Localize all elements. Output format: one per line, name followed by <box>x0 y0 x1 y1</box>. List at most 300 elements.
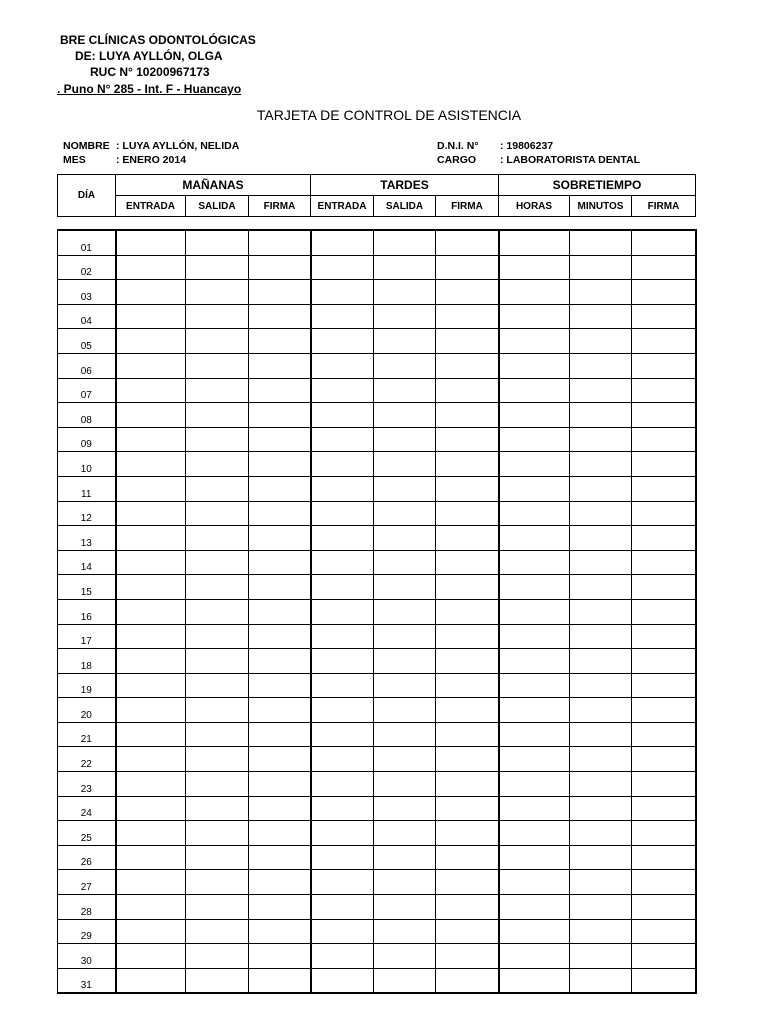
cell-tarde-entrada <box>311 575 374 600</box>
cell-sobretiempo-horas <box>499 772 570 797</box>
cell-sobretiempo-minutos <box>570 845 632 870</box>
cell-manana-salida <box>186 304 249 329</box>
cell-tarde-entrada <box>311 501 374 526</box>
owner-name: DE: LUYA AYLLÓN, OLGA <box>75 49 223 63</box>
table-row <box>58 845 696 870</box>
cell-manana-firma <box>249 304 311 329</box>
company-name: BRE CLÍNICAS ODONTOLÓGICAS <box>60 33 256 47</box>
cell-tarde-entrada <box>311 427 374 452</box>
cell-manana-firma <box>249 747 311 772</box>
cell-manana-firma <box>249 255 311 280</box>
cell-manana-salida <box>186 796 249 821</box>
cell-manana-entrada <box>116 919 186 944</box>
cell-manana-salida <box>186 624 249 649</box>
cell-sobretiempo-horas <box>499 575 570 600</box>
subheader-tarde-entrada: ENTRADA <box>311 196 374 217</box>
cell-tarde-firma <box>436 968 499 993</box>
cell-sobretiempo-firma <box>632 255 696 280</box>
cell-manana-entrada <box>116 870 186 895</box>
cell-tarde-firma <box>436 870 499 895</box>
cell-tarde-entrada <box>311 796 374 821</box>
day-number: 17 <box>58 624 116 649</box>
table-row <box>58 427 696 452</box>
day-number: 30 <box>58 944 116 969</box>
cell-tarde-salida <box>374 747 436 772</box>
cell-manana-salida <box>186 452 249 477</box>
cell-sobretiempo-firma <box>632 304 696 329</box>
cell-tarde-salida <box>374 378 436 403</box>
cell-manana-salida <box>186 280 249 305</box>
cell-sobretiempo-firma <box>632 895 696 920</box>
cell-tarde-entrada <box>311 870 374 895</box>
cell-sobretiempo-minutos <box>570 452 632 477</box>
table-row <box>58 476 696 501</box>
table-row <box>58 944 696 969</box>
day-number: 27 <box>58 870 116 895</box>
cell-manana-firma <box>249 353 311 378</box>
cell-manana-entrada <box>116 353 186 378</box>
table-row <box>58 378 696 403</box>
table-row <box>58 526 696 551</box>
cell-sobretiempo-firma <box>632 747 696 772</box>
day-number: 25 <box>58 821 116 846</box>
cell-tarde-salida <box>374 550 436 575</box>
cell-sobretiempo-firma <box>632 821 696 846</box>
cell-tarde-firma <box>436 599 499 624</box>
cell-sobretiempo-firma <box>632 353 696 378</box>
cell-manana-entrada <box>116 452 186 477</box>
cell-sobretiempo-firma <box>632 403 696 428</box>
cell-tarde-firma <box>436 944 499 969</box>
cell-manana-salida <box>186 476 249 501</box>
cargo-value: : LABORATORISTA DENTAL <box>500 154 640 166</box>
cell-sobretiempo-minutos <box>570 255 632 280</box>
cell-sobretiempo-firma <box>632 772 696 797</box>
cell-sobretiempo-firma <box>632 427 696 452</box>
day-number: 24 <box>58 796 116 821</box>
cell-sobretiempo-horas <box>499 747 570 772</box>
company-address: . Puno N° 285 - Int. F - Huancayo <box>57 82 242 96</box>
cell-sobretiempo-firma <box>632 919 696 944</box>
cell-sobretiempo-firma <box>632 329 696 354</box>
day-number: 29 <box>58 919 116 944</box>
table-row <box>58 821 696 846</box>
attendance-table-body <box>57 229 697 994</box>
cell-manana-entrada <box>116 772 186 797</box>
table-row <box>58 722 696 747</box>
cell-sobretiempo-horas <box>499 919 570 944</box>
cell-tarde-firma <box>436 722 499 747</box>
cell-sobretiempo-horas <box>499 353 570 378</box>
cell-tarde-firma <box>436 747 499 772</box>
cell-sobretiempo-minutos <box>570 624 632 649</box>
cell-manana-salida <box>186 501 249 526</box>
cell-tarde-entrada <box>311 944 374 969</box>
cell-tarde-firma <box>436 575 499 600</box>
cell-sobretiempo-firma <box>632 452 696 477</box>
cell-manana-firma <box>249 476 311 501</box>
cell-sobretiempo-firma <box>632 722 696 747</box>
table-row <box>58 624 696 649</box>
cell-manana-entrada <box>116 329 186 354</box>
subheader-tarde-firma: FIRMA <box>436 196 499 217</box>
cell-sobretiempo-minutos <box>570 673 632 698</box>
cell-sobretiempo-horas <box>499 944 570 969</box>
table-row <box>58 673 696 698</box>
cell-sobretiempo-minutos <box>570 403 632 428</box>
table-row <box>58 870 696 895</box>
cell-tarde-salida <box>374 427 436 452</box>
cell-manana-firma <box>249 722 311 747</box>
cell-sobretiempo-firma <box>632 526 696 551</box>
cell-tarde-entrada <box>311 550 374 575</box>
cell-sobretiempo-horas <box>499 501 570 526</box>
cell-tarde-firma <box>436 895 499 920</box>
cell-manana-salida <box>186 230 249 255</box>
group-header-mananas: MAÑANAS <box>116 175 311 196</box>
cell-manana-firma <box>249 919 311 944</box>
document-title: TARJETA DE CONTROL DE ASISTENCIA <box>256 107 522 123</box>
table-row <box>58 550 696 575</box>
cell-sobretiempo-minutos <box>570 353 632 378</box>
group-header-sobretiempo: SOBRETIEMPO <box>499 175 696 196</box>
cell-tarde-salida <box>374 919 436 944</box>
subheader-sobretiempo-firma: FIRMA <box>632 196 696 217</box>
subheader-manana-firma: FIRMA <box>249 196 311 217</box>
subheader-tarde-salida: SALIDA <box>374 196 436 217</box>
cell-sobretiempo-minutos <box>570 526 632 551</box>
cell-manana-entrada <box>116 722 186 747</box>
cell-tarde-entrada <box>311 230 374 255</box>
cell-tarde-salida <box>374 403 436 428</box>
cell-tarde-salida <box>374 526 436 551</box>
cell-manana-firma <box>249 968 311 993</box>
cell-tarde-firma <box>436 280 499 305</box>
cell-tarde-salida <box>374 870 436 895</box>
cell-tarde-firma <box>436 772 499 797</box>
cell-sobretiempo-minutos <box>570 329 632 354</box>
cell-sobretiempo-horas <box>499 550 570 575</box>
cell-tarde-entrada <box>311 255 374 280</box>
cell-sobretiempo-horas <box>499 722 570 747</box>
cell-manana-entrada <box>116 427 186 452</box>
mes-value: : ENERO 2014 <box>116 154 187 166</box>
cell-manana-salida <box>186 353 249 378</box>
cell-tarde-firma <box>436 673 499 698</box>
cell-manana-entrada <box>116 895 186 920</box>
day-number: 16 <box>58 599 116 624</box>
cell-sobretiempo-horas <box>499 649 570 674</box>
mes-label: MES <box>63 154 86 166</box>
cell-sobretiempo-minutos <box>570 501 632 526</box>
cell-tarde-entrada <box>311 624 374 649</box>
dia-header: DÍA <box>58 175 116 217</box>
cell-manana-salida <box>186 673 249 698</box>
cell-tarde-salida <box>374 673 436 698</box>
cell-manana-entrada <box>116 378 186 403</box>
cell-manana-salida <box>186 895 249 920</box>
cell-tarde-salida <box>374 698 436 723</box>
cell-sobretiempo-minutos <box>570 870 632 895</box>
cell-manana-salida <box>186 575 249 600</box>
cell-sobretiempo-minutos <box>570 722 632 747</box>
cell-tarde-salida <box>374 772 436 797</box>
day-number: 13 <box>58 526 116 551</box>
cell-tarde-entrada <box>311 895 374 920</box>
cell-tarde-firma <box>436 526 499 551</box>
cell-manana-firma <box>249 698 311 723</box>
cell-manana-salida <box>186 427 249 452</box>
cell-tarde-salida <box>374 845 436 870</box>
nombre-value: : LUYA AYLLÓN, NELIDA <box>116 140 240 152</box>
cell-tarde-entrada <box>311 476 374 501</box>
cell-tarde-firma <box>436 255 499 280</box>
cell-sobretiempo-horas <box>499 796 570 821</box>
cell-manana-entrada <box>116 550 186 575</box>
cell-sobretiempo-horas <box>499 403 570 428</box>
cell-manana-firma <box>249 550 311 575</box>
cell-tarde-entrada <box>311 722 374 747</box>
cell-manana-salida <box>186 919 249 944</box>
subheader-minutos: MINUTOS <box>570 196 632 217</box>
cell-sobretiempo-minutos <box>570 649 632 674</box>
cell-manana-firma <box>249 501 311 526</box>
cell-manana-entrada <box>116 230 186 255</box>
cell-sobretiempo-horas <box>499 255 570 280</box>
day-number: 02 <box>58 255 116 280</box>
group-header-tardes: TARDES <box>311 175 499 196</box>
day-number: 04 <box>58 304 116 329</box>
cell-manana-salida <box>186 698 249 723</box>
cell-sobretiempo-horas <box>499 895 570 920</box>
day-number: 23 <box>58 772 116 797</box>
cell-manana-firma <box>249 845 311 870</box>
cell-tarde-salida <box>374 304 436 329</box>
cell-tarde-salida <box>374 353 436 378</box>
cell-tarde-entrada <box>311 698 374 723</box>
cell-manana-salida <box>186 747 249 772</box>
cell-manana-firma <box>249 526 311 551</box>
cell-manana-firma <box>249 329 311 354</box>
cell-manana-entrada <box>116 624 186 649</box>
day-number: 10 <box>58 452 116 477</box>
cell-manana-entrada <box>116 673 186 698</box>
cell-sobretiempo-minutos <box>570 476 632 501</box>
cell-tarde-entrada <box>311 919 374 944</box>
table-row <box>58 772 696 797</box>
day-number: 28 <box>58 895 116 920</box>
cell-tarde-salida <box>374 599 436 624</box>
cell-manana-salida <box>186 403 249 428</box>
cell-tarde-entrada <box>311 378 374 403</box>
cell-tarde-firma <box>436 845 499 870</box>
cell-manana-salida <box>186 550 249 575</box>
cell-tarde-entrada <box>311 649 374 674</box>
table-row <box>58 649 696 674</box>
table-row <box>58 255 696 280</box>
cell-manana-entrada <box>116 280 186 305</box>
cell-tarde-salida <box>374 624 436 649</box>
cell-sobretiempo-horas <box>499 968 570 993</box>
cell-manana-salida <box>186 968 249 993</box>
cell-sobretiempo-firma <box>632 476 696 501</box>
day-number: 18 <box>58 649 116 674</box>
day-number: 01 <box>58 230 116 255</box>
cell-tarde-entrada <box>311 599 374 624</box>
table-row <box>58 353 696 378</box>
cell-tarde-firma <box>436 403 499 428</box>
cell-manana-entrada <box>116 968 186 993</box>
cell-tarde-firma <box>436 796 499 821</box>
cell-sobretiempo-horas <box>499 624 570 649</box>
table-row <box>58 895 696 920</box>
cell-tarde-salida <box>374 255 436 280</box>
table-row <box>58 280 696 305</box>
day-number: 31 <box>58 968 116 993</box>
cell-tarde-firma <box>436 821 499 846</box>
cell-tarde-salida <box>374 452 436 477</box>
cell-sobretiempo-horas <box>499 329 570 354</box>
cell-manana-firma <box>249 403 311 428</box>
cell-sobretiempo-firma <box>632 378 696 403</box>
cell-manana-firma <box>249 821 311 846</box>
cell-tarde-entrada <box>311 845 374 870</box>
cell-tarde-firma <box>436 501 499 526</box>
cell-manana-entrada <box>116 821 186 846</box>
cell-manana-firma <box>249 944 311 969</box>
cell-sobretiempo-firma <box>632 550 696 575</box>
cell-manana-salida <box>186 255 249 280</box>
cell-tarde-salida <box>374 575 436 600</box>
cell-sobretiempo-horas <box>499 378 570 403</box>
cell-tarde-firma <box>436 329 499 354</box>
cell-tarde-firma <box>436 427 499 452</box>
cell-manana-firma <box>249 280 311 305</box>
cell-manana-entrada <box>116 649 186 674</box>
cell-tarde-salida <box>374 944 436 969</box>
dni-label: D.N.I. N° <box>437 140 479 152</box>
cell-tarde-salida <box>374 821 436 846</box>
cell-sobretiempo-firma <box>632 968 696 993</box>
cell-tarde-entrada <box>311 329 374 354</box>
cell-tarde-entrada <box>311 353 374 378</box>
cell-manana-entrada <box>116 403 186 428</box>
cell-sobretiempo-horas <box>499 698 570 723</box>
cell-tarde-entrada <box>311 280 374 305</box>
day-number: 09 <box>58 427 116 452</box>
cell-tarde-salida <box>374 796 436 821</box>
cell-manana-entrada <box>116 501 186 526</box>
cell-sobretiempo-minutos <box>570 968 632 993</box>
day-number: 22 <box>58 747 116 772</box>
cell-manana-salida <box>186 772 249 797</box>
cell-manana-entrada <box>116 476 186 501</box>
cell-sobretiempo-horas <box>499 476 570 501</box>
table-row <box>58 329 696 354</box>
cell-tarde-entrada <box>311 772 374 797</box>
cell-sobretiempo-minutos <box>570 230 632 255</box>
cell-sobretiempo-horas <box>499 599 570 624</box>
cell-manana-firma <box>249 230 311 255</box>
cell-sobretiempo-horas <box>499 821 570 846</box>
cell-sobretiempo-minutos <box>570 821 632 846</box>
cell-tarde-firma <box>436 304 499 329</box>
cell-manana-entrada <box>116 698 186 723</box>
cell-manana-firma <box>249 427 311 452</box>
day-number: 20 <box>58 698 116 723</box>
table-row <box>58 403 696 428</box>
cell-sobretiempo-minutos <box>570 895 632 920</box>
cell-manana-firma <box>249 673 311 698</box>
cell-manana-entrada <box>116 747 186 772</box>
subheader-manana-entrada: ENTRADA <box>116 196 186 217</box>
cell-sobretiempo-horas <box>499 304 570 329</box>
cell-tarde-salida <box>374 895 436 920</box>
cell-manana-salida <box>186 599 249 624</box>
cell-manana-firma <box>249 649 311 674</box>
cell-manana-salida <box>186 845 249 870</box>
cell-tarde-salida <box>374 649 436 674</box>
cell-sobretiempo-minutos <box>570 919 632 944</box>
cell-manana-entrada <box>116 845 186 870</box>
table-row <box>58 501 696 526</box>
day-number: 14 <box>58 550 116 575</box>
cell-manana-entrada <box>116 575 186 600</box>
cell-manana-firma <box>249 796 311 821</box>
table-row <box>58 599 696 624</box>
cell-tarde-salida <box>374 968 436 993</box>
cell-sobretiempo-firma <box>632 845 696 870</box>
cell-sobretiempo-minutos <box>570 599 632 624</box>
cell-sobretiempo-firma <box>632 230 696 255</box>
day-number: 08 <box>58 403 116 428</box>
cell-manana-entrada <box>116 526 186 551</box>
cell-sobretiempo-minutos <box>570 378 632 403</box>
cell-manana-salida <box>186 722 249 747</box>
cell-tarde-firma <box>436 624 499 649</box>
cell-sobretiempo-horas <box>499 870 570 895</box>
attendance-table-header <box>57 174 696 217</box>
cell-sobretiempo-firma <box>632 870 696 895</box>
day-number: 26 <box>58 845 116 870</box>
cell-manana-entrada <box>116 796 186 821</box>
cell-tarde-firma <box>436 476 499 501</box>
cell-manana-entrada <box>116 304 186 329</box>
cell-manana-salida <box>186 870 249 895</box>
subheader-manana-salida: SALIDA <box>186 196 249 217</box>
table-row <box>58 747 696 772</box>
cell-tarde-entrada <box>311 821 374 846</box>
cell-sobretiempo-minutos <box>570 796 632 821</box>
day-number: 06 <box>58 353 116 378</box>
cell-sobretiempo-horas <box>499 526 570 551</box>
day-number: 05 <box>58 329 116 354</box>
cell-tarde-firma <box>436 378 499 403</box>
cell-tarde-salida <box>374 501 436 526</box>
table-row <box>58 968 696 993</box>
cell-manana-salida <box>186 944 249 969</box>
cell-sobretiempo-horas <box>499 427 570 452</box>
cell-manana-firma <box>249 599 311 624</box>
cell-tarde-firma <box>436 550 499 575</box>
cell-tarde-salida <box>374 280 436 305</box>
dni-value: : 19806237 <box>500 140 554 152</box>
cell-sobretiempo-minutos <box>570 772 632 797</box>
cell-tarde-entrada <box>311 747 374 772</box>
table-row <box>58 230 696 255</box>
cell-sobretiempo-firma <box>632 698 696 723</box>
table-row <box>58 304 696 329</box>
